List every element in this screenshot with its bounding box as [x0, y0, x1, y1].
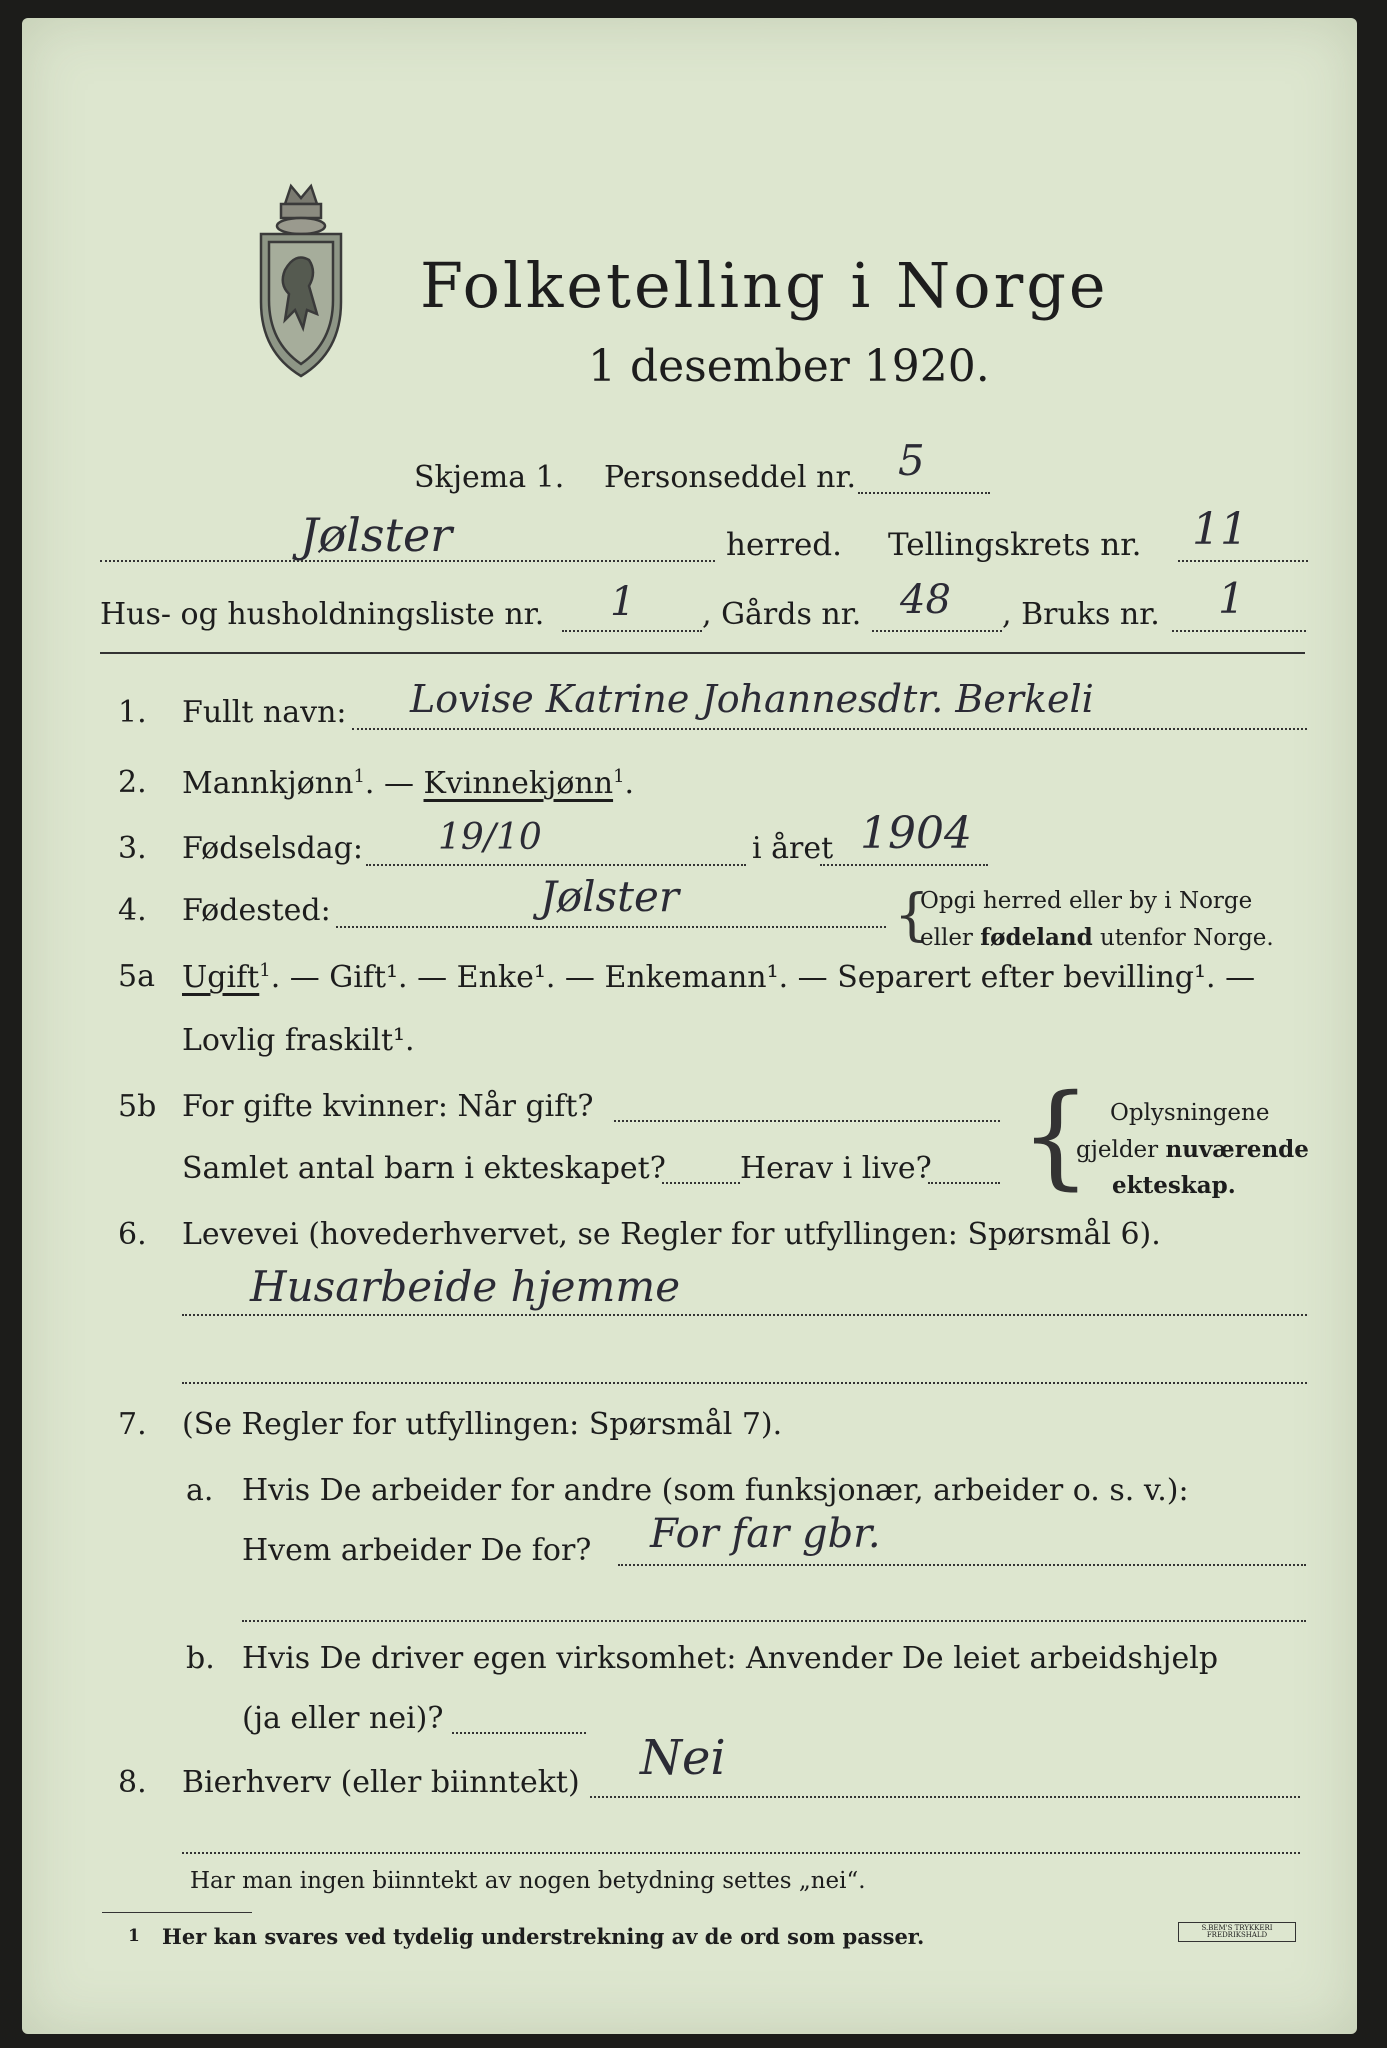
full-name-value[interactable]: Lovise Katrine Johannesdtr. Berkeli	[410, 677, 1094, 721]
bruks-value[interactable]: 1	[1218, 574, 1245, 623]
q7a-letter: a.	[186, 1473, 214, 1508]
q5b-note-line3: ekteskap.	[1112, 1172, 1236, 1199]
footnote-text: Her kan svares ved tydelig understrekning av de ord som passer.	[162, 1924, 925, 1949]
q4-brace: {	[894, 883, 930, 948]
gender-female-selected[interactable]: Kvinnekjønn	[423, 766, 614, 801]
census-date: 1 desember 1920.	[588, 341, 990, 392]
q4-note-line1: Opgi herred eller by i Norge	[920, 888, 1253, 914]
q6-label: Levevei (hovederhvervet, se Regler for utfyllingen: Spørsmål 6).	[182, 1217, 1161, 1252]
herred-label: herred.	[726, 527, 842, 563]
q4-number: 4.	[118, 893, 147, 928]
q5b-line2a: Samlet antal barn i ekteskapet?	[182, 1151, 666, 1186]
coat-of-arms-icon	[255, 182, 347, 382]
q5a-options: Ugift$^1$. — Gift¹. — Enke¹. — Enkemann¹. — Separert efter bevilling¹. —	[182, 960, 1256, 995]
personseddel-label: Personseddel nr.	[604, 460, 857, 495]
q7b-line2: (ja eller nei)?	[242, 1701, 444, 1736]
birth-day-value[interactable]: 19/10	[438, 817, 542, 858]
q3-number: 3.	[118, 831, 147, 866]
q8-label: Bierhverv (eller biinntekt)	[182, 1765, 580, 1800]
q5a-number: 5a	[118, 959, 155, 994]
form-title: Folketelling i Norge	[420, 249, 1109, 322]
q4-note-line2: eller fødeland utenfor Norge.	[920, 924, 1274, 951]
header-divider	[100, 652, 1305, 654]
q8-number: 8.	[118, 1765, 147, 1800]
q7b-line1: Hvis De driver egen virksomhet: Anvender De leiet arbeidshjelp	[242, 1641, 1219, 1676]
q7a-line2: Hvem arbeider De for?	[242, 1533, 592, 1568]
hus-label: Hus- og husholdningsliste nr.	[100, 597, 545, 632]
q6-number: 6.	[118, 1217, 147, 1252]
employer-value[interactable]: For far gbr.	[650, 1511, 881, 1557]
q2-number: 2.	[118, 765, 147, 800]
footer-note: Har man ingen biinntekt av nogen betydning settes „nei“.	[190, 1868, 866, 1894]
tellingskrets-label: Tellingskrets nr.	[888, 527, 1142, 563]
birth-year-value[interactable]: 1904	[860, 808, 972, 859]
marital-ugift-selected[interactable]: Ugift	[182, 960, 260, 995]
birthplace-value[interactable]: Jølster	[540, 872, 679, 921]
q7b-letter: b.	[186, 1641, 215, 1676]
q5b-line2b: Herav i live?	[740, 1151, 932, 1186]
footnote-divider	[102, 1912, 252, 1913]
marital-other-options[interactable]: . — Gift¹. — Enke¹. — Enkemann¹. — Separert efter bevilling¹. —	[270, 960, 1256, 995]
q7a-line1: Hvis De arbeider for andre (som funksjonær, arbeider o. s. v.):	[242, 1473, 1189, 1508]
gards-label: , Gårds nr.	[702, 597, 862, 632]
schema-label: Skjema 1.	[414, 460, 565, 495]
bruks-label: , Bruks nr.	[1002, 597, 1160, 632]
q4-label: Fødested:	[182, 893, 331, 928]
occupation-value[interactable]: Husarbeide hjemme	[250, 1262, 681, 1311]
herred-value[interactable]: Jølster	[300, 508, 453, 562]
hus-value[interactable]: 1	[610, 579, 636, 625]
tellingskrets-value[interactable]: 11	[1192, 504, 1248, 555]
q3-year-label: i året	[752, 831, 834, 866]
q1-number: 1.	[118, 695, 147, 730]
personseddel-value[interactable]: 5	[898, 436, 925, 485]
q5b-number: 5b	[118, 1089, 157, 1124]
q5b-line1: For gifte kvinner: Når gift?	[182, 1089, 594, 1124]
printer-stamp: S.BEM'S TRYKKERI FREDRIKSHALD	[1178, 1922, 1296, 1942]
q3-label: Fødselsdag:	[182, 831, 363, 866]
q2-gender-options: Mannkjønn$^1$. — Kvinnekjønn$^1$.	[182, 766, 635, 801]
q5a-line2[interactable]: Lovlig fraskilt¹.	[182, 1023, 415, 1058]
footnote-number: 1	[128, 1926, 140, 1946]
q1-label: Fullt navn:	[182, 695, 347, 730]
q7-number: 7.	[118, 1407, 147, 1442]
q5b-note-line2: gjelder nuværende	[1076, 1136, 1309, 1163]
q5b-brace: {	[1020, 1071, 1092, 1201]
gards-value[interactable]: 48	[900, 577, 951, 623]
q7-label: (Se Regler for utfyllingen: Spørsmål 7).	[182, 1407, 783, 1442]
gender-male[interactable]: Mannkjønn	[182, 766, 354, 801]
q5b-note-line1: Oplysningene	[1110, 1100, 1270, 1126]
secondary-income-value[interactable]: Nei	[640, 1730, 726, 1786]
